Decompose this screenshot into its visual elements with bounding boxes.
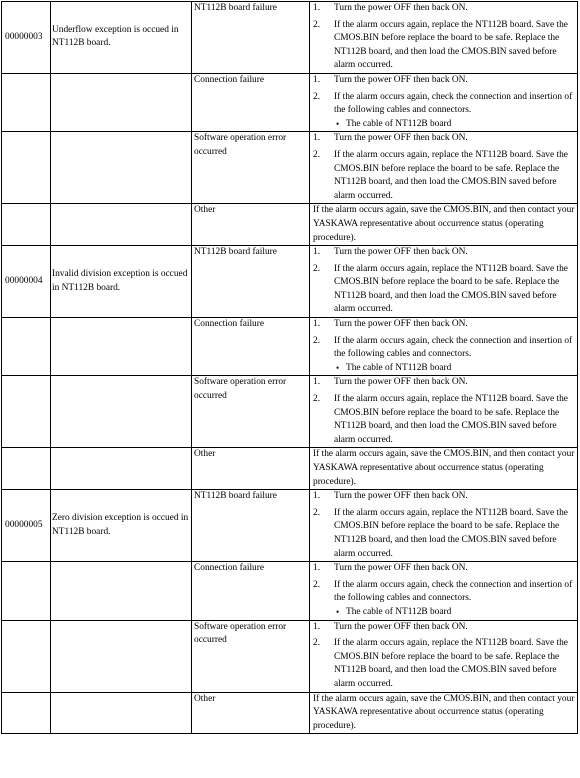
step-number: 1. <box>313 621 321 632</box>
bullet-item <box>334 606 577 620</box>
alarm-subcode: 00000004 <box>5 275 43 286</box>
step-number: 1. <box>313 74 321 85</box>
alarm-table-body <box>2 2 578 734</box>
bullet-icon: • <box>336 362 340 373</box>
remedy-cell <box>310 490 578 562</box>
step-number: 1. <box>313 247 321 258</box>
table-row <box>2 448 578 490</box>
step-text: Turn the power OFF then back ON. <box>334 3 468 13</box>
remedy-step <box>313 149 577 203</box>
cause-text: Other <box>194 449 216 460</box>
remedy-cell <box>310 318 578 376</box>
remedy-step <box>313 91 577 132</box>
step-body <box>334 507 577 561</box>
remedy-step <box>313 318 577 332</box>
remedy-step <box>313 562 577 576</box>
step-body <box>334 2 577 16</box>
cause-cell <box>192 204 310 246</box>
step-body <box>334 562 577 576</box>
cause-cell <box>192 318 310 376</box>
remedy-step <box>313 621 577 635</box>
alarm-table <box>1 1 578 734</box>
table-row <box>2 318 578 376</box>
step-number: 2. <box>313 394 321 405</box>
empty-description-cell <box>51 448 192 490</box>
step-number: 2. <box>313 638 321 649</box>
step-body <box>334 19 577 73</box>
remedy-cell <box>310 246 578 318</box>
remedy-step <box>313 507 577 561</box>
cause-cell <box>192 246 310 318</box>
table-row <box>2 204 578 246</box>
empty-description-cell <box>51 376 192 448</box>
table-row <box>2 132 578 204</box>
step-body <box>334 74 577 88</box>
remedy-step <box>313 393 577 447</box>
remedy-step <box>313 637 577 691</box>
cause-text: Software operation error occurred <box>194 133 287 157</box>
bullet-item <box>334 362 577 376</box>
remedy-steps <box>313 318 577 375</box>
remedy-cell <box>310 620 578 692</box>
table-row <box>2 73 578 131</box>
remedy-steps <box>313 562 577 619</box>
step-number: 1. <box>313 3 321 13</box>
cause-cell <box>192 562 310 620</box>
empty-subcode-cell <box>2 448 51 490</box>
remedy-step <box>313 74 577 88</box>
alarm-description: Zero division exception is occued in NT112B board. <box>52 513 189 537</box>
table-row <box>2 2 578 74</box>
cause-cell <box>192 448 310 490</box>
step-body <box>334 335 577 376</box>
step-number: 1. <box>313 377 321 388</box>
step-text: If the alarm occurs again, check the connection and insertion of the following cables and connectors. <box>334 335 573 360</box>
step-body <box>334 318 577 332</box>
step-text: If the alarm occurs again, replace the NT112B board. Save the CMOS.BIN before replace the board to be safe. Replace the NT112B board, and then load the CMOS.BIN saved before alarm occurred. <box>334 263 568 315</box>
remedy-steps <box>313 621 577 692</box>
remedy-step <box>313 579 577 620</box>
remedy-text: If the alarm occurs again, save the CMOS.BIN, and then contact your YASKAWA representative about occurrence status (operating procedure). <box>313 449 575 487</box>
step-body <box>334 490 577 504</box>
remedy-step <box>313 132 577 146</box>
cause-text: Connection failure <box>194 74 265 85</box>
empty-subcode-cell <box>2 376 51 448</box>
remedy-steps <box>313 74 577 131</box>
remedy-step <box>313 263 577 317</box>
step-body <box>334 393 577 447</box>
empty-subcode-cell <box>2 562 51 620</box>
remedy-step <box>313 246 577 260</box>
remedy-cell <box>310 692 578 734</box>
table-row <box>2 376 578 448</box>
empty-description-cell <box>51 73 192 131</box>
cause-cell <box>192 132 310 204</box>
remedy-step <box>313 490 577 504</box>
step-text: Turn the power OFF then back ON. <box>334 247 468 258</box>
empty-description-cell <box>51 318 192 376</box>
step-text: If the alarm occurs again, replace the NT112B board. Save the CMOS.BIN before replace the board to be safe. Replace the NT112B board, and then load the CMOS.BIN saved before alarm occurred. <box>334 638 568 689</box>
step-body <box>334 263 577 317</box>
bullet-text: The cable of NT112B board <box>346 118 452 129</box>
step-text: If the alarm occurs again, check the connection and insertion of the following cables and connectors. <box>334 579 573 604</box>
step-number: 2. <box>313 507 321 518</box>
remedy-cell <box>310 204 578 246</box>
step-text: If the alarm occurs again, replace the NT112B board. Save the CMOS.BIN before replace the board to be safe. Replace the NT112B board, and then load the CMOS.BIN saved before alarm occurred. <box>334 394 568 445</box>
alarm-subcode-cell <box>2 246 51 318</box>
bullet-text: The cable of NT112B board <box>346 362 452 373</box>
cause-cell <box>192 2 310 74</box>
alarm-subcode: 00000003 <box>5 31 43 42</box>
empty-description-cell <box>51 692 192 734</box>
step-text: Turn the power OFF then back ON. <box>334 491 468 502</box>
table-row <box>2 620 578 692</box>
empty-subcode-cell <box>2 73 51 131</box>
empty-description-cell <box>51 204 192 246</box>
empty-subcode-cell <box>2 204 51 246</box>
cause-cell <box>192 73 310 131</box>
step-body <box>334 149 577 203</box>
cause-cell <box>192 692 310 734</box>
step-text: If the alarm occurs again, check the connection and insertion of the following cables and connectors. <box>334 91 573 116</box>
bullet-text: The cable of NT112B board <box>346 606 452 617</box>
empty-description-cell <box>51 562 192 620</box>
cause-text: Other <box>194 693 216 704</box>
cause-cell <box>192 490 310 562</box>
step-body <box>334 132 577 146</box>
cause-cell <box>192 620 310 692</box>
step-body <box>334 246 577 260</box>
remedy-step <box>313 19 577 73</box>
step-text: If the alarm occurs again, replace the NT112B board. Save the CMOS.BIN before replace the board to be safe. Replace the NT112B board, and then load the CMOS.BIN saved before alarm occurred. <box>334 19 568 71</box>
cause-text: Connection failure <box>194 563 265 574</box>
alarm-description-cell <box>51 490 192 562</box>
remedy-cell <box>310 376 578 448</box>
step-number: 2. <box>313 263 321 274</box>
remedy-cell <box>310 132 578 204</box>
remedy-step <box>313 335 577 376</box>
empty-subcode-cell <box>2 692 51 734</box>
remedy-step <box>313 376 577 390</box>
remedy-steps <box>313 376 577 447</box>
alarm-description: Underflow exception is occued in NT112B board. <box>52 24 179 49</box>
step-text: Turn the power OFF then back ON. <box>334 377 468 388</box>
remedy-cell <box>310 448 578 490</box>
step-number: 2. <box>313 149 321 160</box>
step-number: 1. <box>313 491 321 502</box>
remedy-cell <box>310 562 578 620</box>
table-row <box>2 490 578 562</box>
step-number: 2. <box>313 91 321 102</box>
step-body <box>334 637 577 691</box>
remedy-steps <box>313 132 577 203</box>
empty-subcode-cell <box>2 132 51 204</box>
alarm-description-cell <box>51 246 192 318</box>
step-text: Turn the power OFF then back ON. <box>334 319 468 330</box>
cause-text: Connection failure <box>194 319 265 330</box>
alarm-subcode-cell <box>2 490 51 562</box>
table-row <box>2 562 578 620</box>
step-text: Turn the power OFF then back ON. <box>334 563 468 574</box>
table-row <box>2 246 578 318</box>
cause-text: Software operation error occurred <box>194 621 287 646</box>
bullet-item <box>334 118 577 132</box>
alarm-description-cell <box>51 2 192 74</box>
step-number: 1. <box>313 563 321 574</box>
alarm-subcode: 00000005 <box>5 519 43 530</box>
remedy-text: If the alarm occurs again, save the CMOS.BIN, and then contact your YASKAWA representative about occurrence status (operating procedure). <box>313 693 575 731</box>
alarm-description: Invalid division exception is occued in NT112B board. <box>52 268 188 293</box>
cause-text: NT112B board failure <box>194 247 277 258</box>
step-body <box>334 91 577 132</box>
empty-description-cell <box>51 620 192 692</box>
step-number: 2. <box>313 19 321 30</box>
step-body <box>334 579 577 620</box>
bullet-icon: • <box>336 118 340 129</box>
step-body <box>334 621 577 635</box>
remedy-cell <box>310 2 578 74</box>
cause-text: Other <box>194 205 216 216</box>
step-text: If the alarm occurs again, replace the NT112B board. Save the CMOS.BIN before replace the board to be safe. Replace the NT112B board, and then load the CMOS.BIN saved before alarm occurred. <box>334 149 568 201</box>
remedy-step <box>313 2 577 16</box>
bullet-icon: • <box>336 606 340 617</box>
remedy-text: If the alarm occurs again, save the CMOS.BIN, and then contact your YASKAWA representative about occurrence status (operating procedure). <box>313 205 575 243</box>
remedy-cell <box>310 73 578 131</box>
remedy-steps <box>313 246 577 317</box>
step-number: 2. <box>313 579 321 590</box>
empty-subcode-cell <box>2 318 51 376</box>
cause-text: Software operation error occurred <box>194 377 287 402</box>
cause-cell <box>192 376 310 448</box>
step-body <box>334 376 577 390</box>
empty-description-cell <box>51 132 192 204</box>
table-row <box>2 692 578 734</box>
step-text: Turn the power OFF then back ON. <box>334 74 468 85</box>
cause-text: NT112B board failure <box>194 491 277 502</box>
remedy-steps <box>313 490 577 561</box>
alarm-subcode-cell <box>2 2 51 74</box>
step-number: 2. <box>313 335 321 346</box>
remedy-steps <box>313 2 577 73</box>
step-number: 1. <box>313 133 321 144</box>
empty-subcode-cell <box>2 620 51 692</box>
step-text: If the alarm occurs again, replace the NT112B board. Save the CMOS.BIN before replace the board to be safe. Replace the NT112B board, and then load the CMOS.BIN saved before alarm occurred. <box>334 507 568 559</box>
step-text: Turn the power OFF then back ON. <box>334 133 468 144</box>
step-number: 1. <box>313 319 321 330</box>
cause-text: NT112B board failure <box>194 3 277 13</box>
step-text: Turn the power OFF then back ON. <box>334 621 468 632</box>
